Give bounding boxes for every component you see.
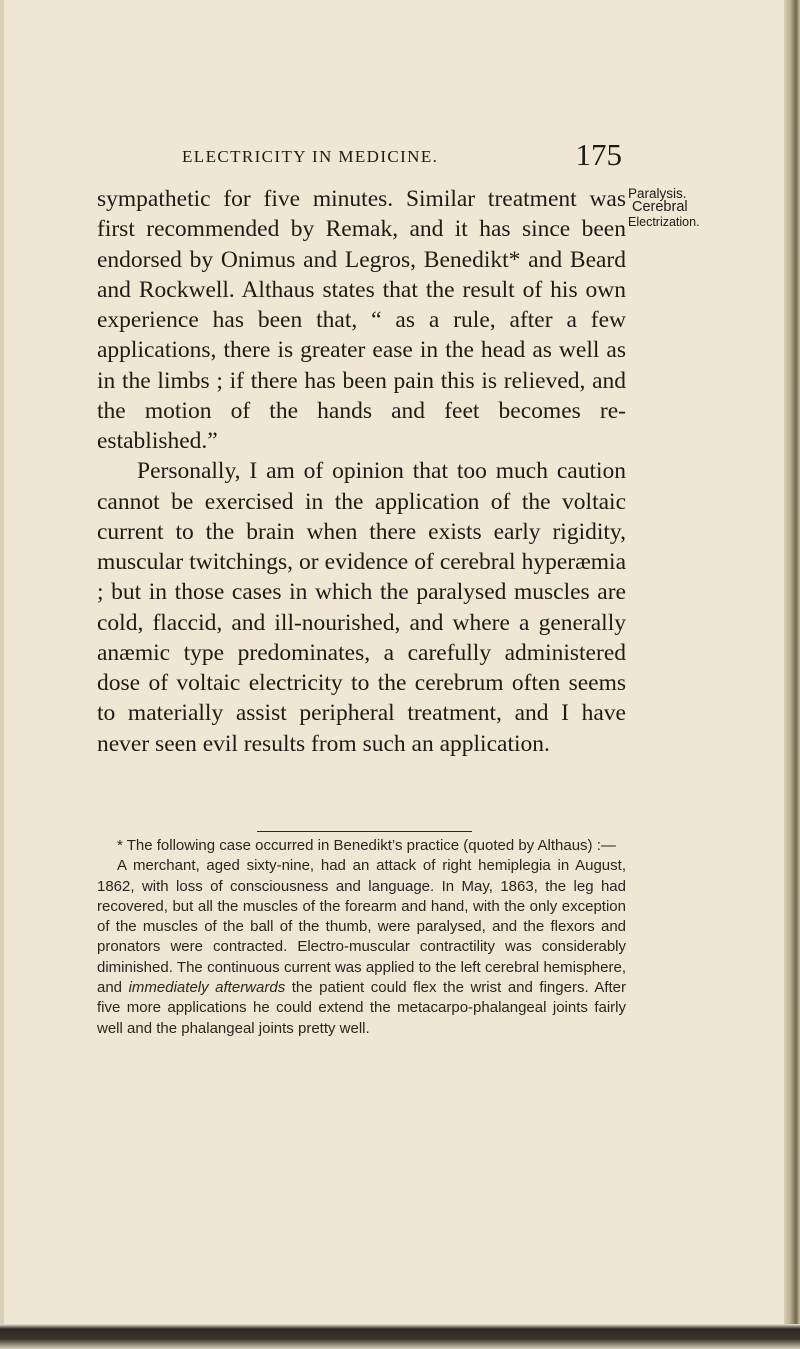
footnote-case-part-2: the patient could flex the wrist and fingers. After five more applications he could extend the metacarpo-phalangeal joints fairly well and the phalangeal joints pretty well. bbox=[97, 979, 627, 1037]
footnote-case-part-1: A merchant, aged sixty-nine, had an attack of right hemiplegia in August, 1862, with loss of consciousness and language. In May, 1863, the leg had recovered, but all the muscles of the forearm and hand, with the only exception of the muscles of the ball of the thumb, were paralysed, and the flexors and pronators were contracted. Electro-muscular contractility was considerably diminished. The continuous current was applied to the left cerebral hemisphere, and bbox=[97, 857, 626, 997]
page-bottom-edge bbox=[0, 1324, 800, 1349]
running-title: ELECTRICITY IN MEDICINE. bbox=[182, 147, 439, 166]
footnote-case-emphasis: immediately afterwards bbox=[128, 979, 286, 997]
footnote-intro: * The following case occurred in Benedikt’s practice (quoted by Althaus) :— bbox=[117, 837, 616, 854]
footnote-case bbox=[97, 856, 626, 1039]
paragraph-1: sympathetic for five minutes. Similar treatment was first recommended by Remak, and it has since been endorsed by Onimus and Legros, Benedikt* and Beard and Rockwell. Althaus states that the result of his own experience has been that, “ as a rule, after a few applications, there is greater ease in the head as well as in the limbs ; if there has been pain this is relieved, and the motion of the hands and feet becomes re-established.” bbox=[97, 186, 626, 454]
running-head bbox=[182, 139, 622, 175]
margin-note-electrization: Electrization. bbox=[628, 215, 700, 229]
paragraph-2: Personally, I am of opinion that too much caution cannot be exercised in the application of the voltaic current to the brain when there exists early rigidity, muscular twitchings, or evidence of cerebral hyperæmia ; but in those cases in which the paralysed muscles are cold, flaccid, and ill-nourished, and where a generally anæmic type predominates, a carefully administered dose of voltaic electricity to the cerebrum often seems to materially assist peripheral treatment, and I have never seen evil results from such an application. bbox=[97, 458, 626, 757]
main-text bbox=[97, 184, 626, 759]
page-number: 175 bbox=[575, 137, 622, 172]
margin-notes bbox=[628, 186, 793, 230]
margin-note-paralysis: Paralysis. bbox=[628, 186, 687, 201]
footnote bbox=[97, 836, 626, 1039]
footnote-separator bbox=[257, 831, 472, 832]
page-left-edge bbox=[0, 0, 4, 1349]
margin-note-cerebral: Cerebral bbox=[632, 199, 688, 215]
